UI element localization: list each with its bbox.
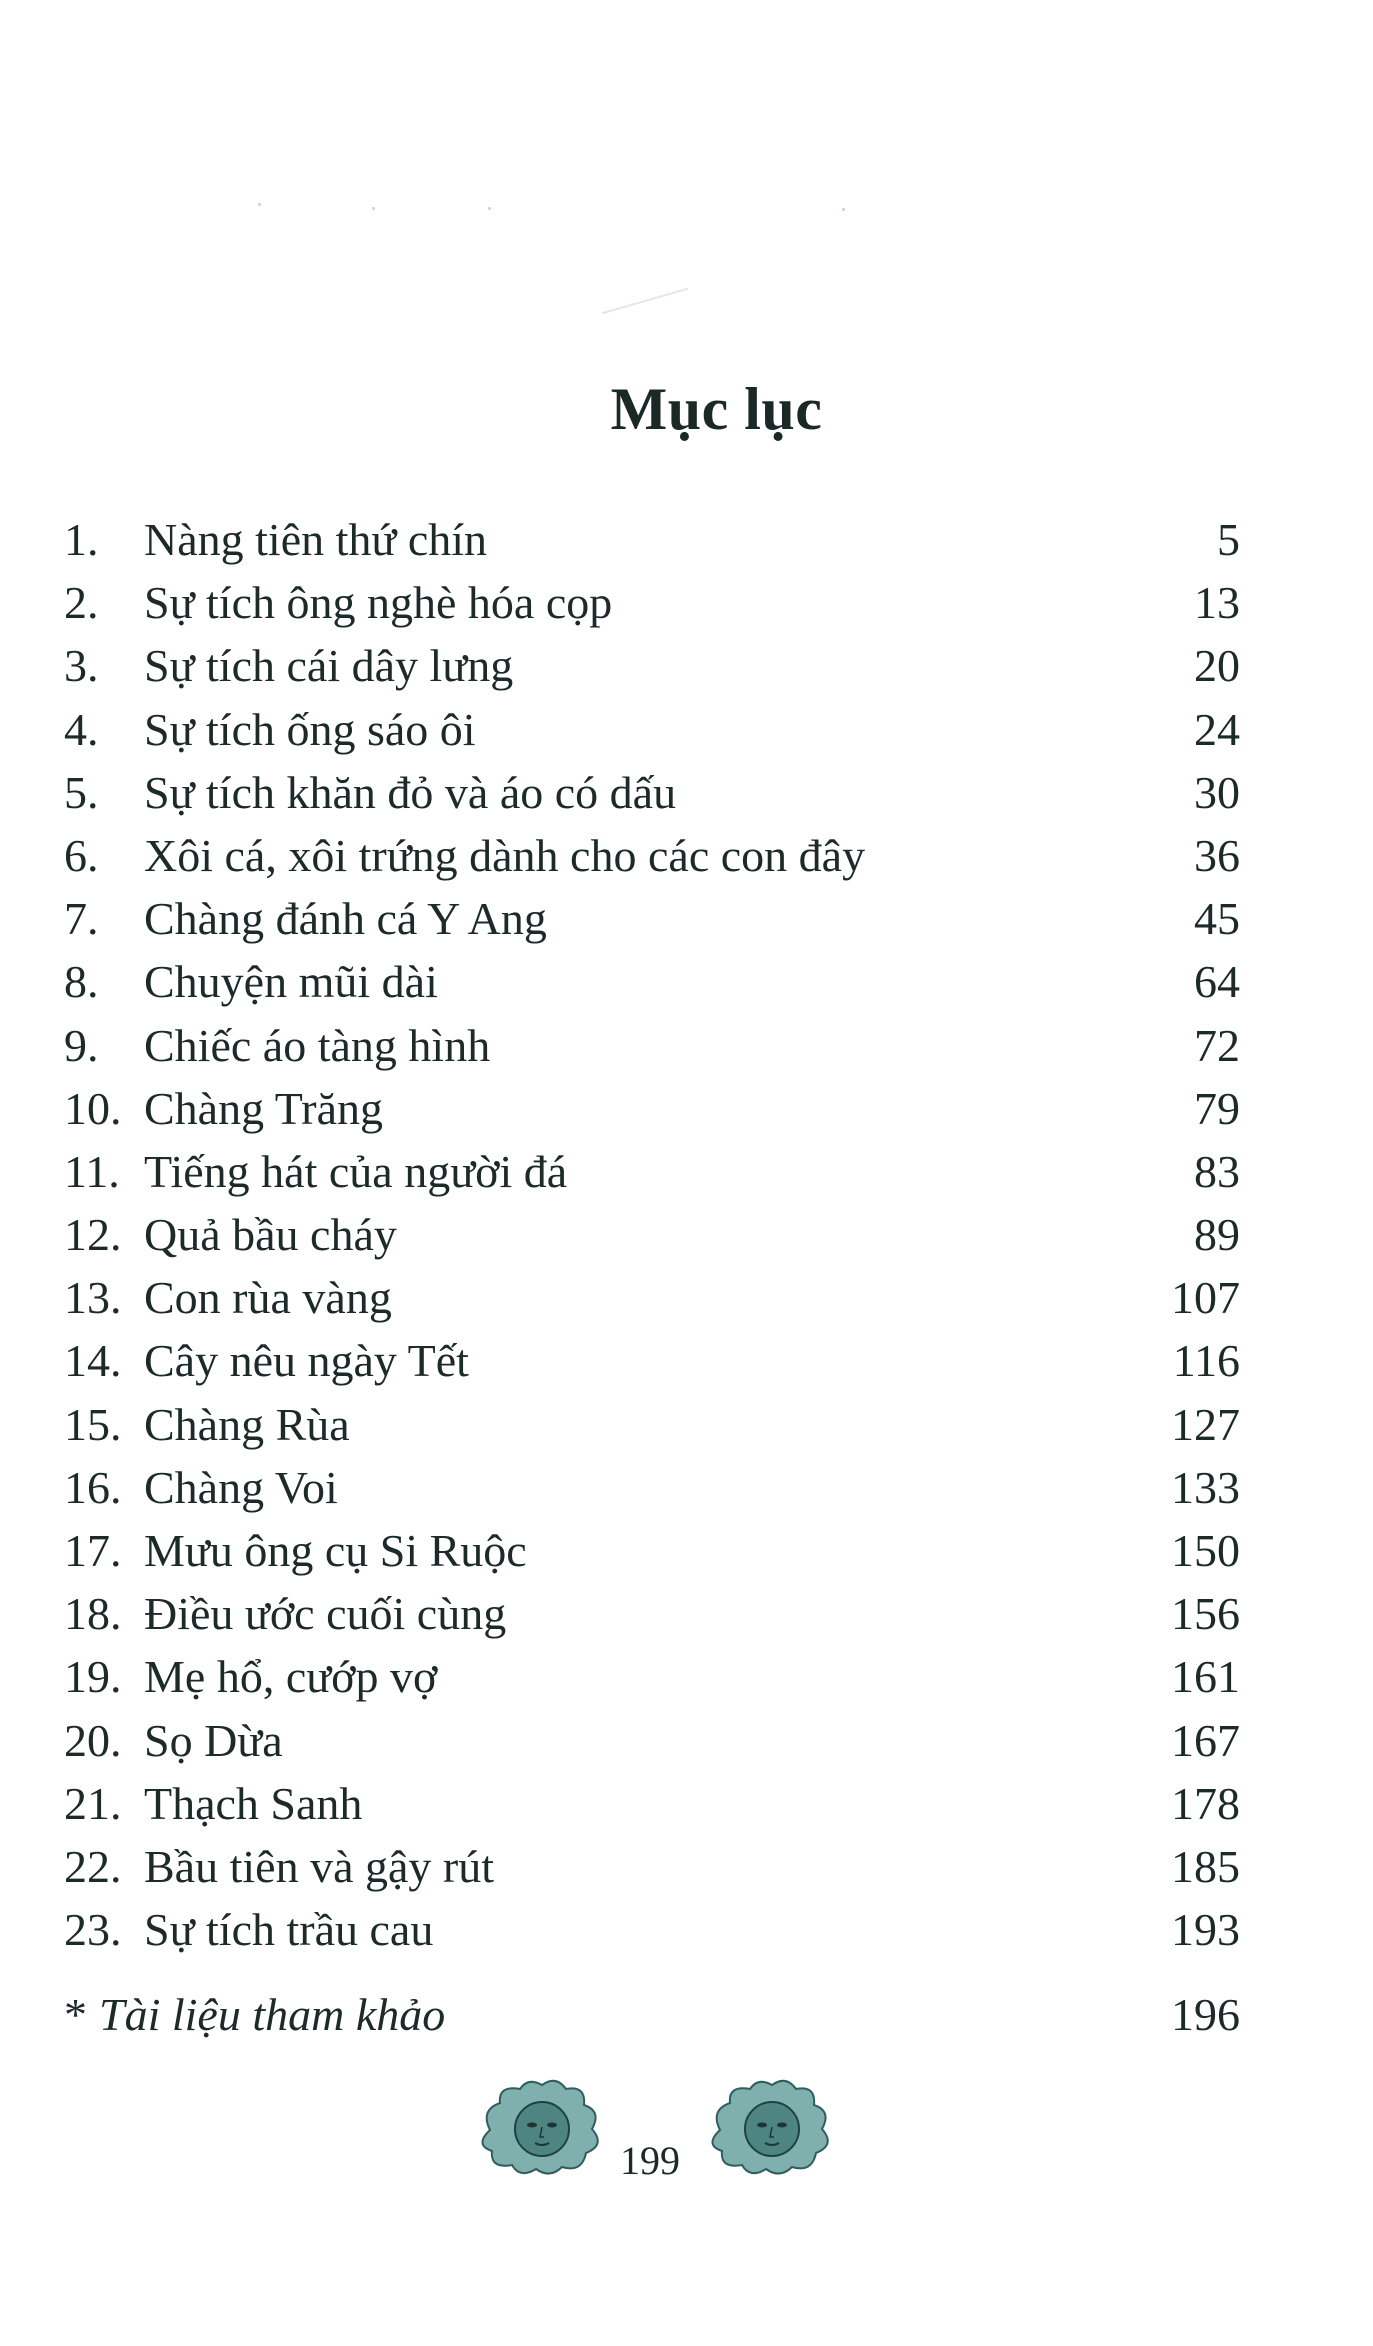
toc-entry[interactable] [64,1329,1240,1392]
toc-entry-title: Chàng Rùa [144,1398,350,1450]
toc-entry-number: 5. [64,766,99,818]
toc-entry-number: 12. [64,1209,122,1261]
page-footer [470,2075,890,2195]
toc-entry-title: Nàng tiên thứ chín [144,514,488,565]
toc-entry-page: 36 [1194,829,1240,881]
scan-speck [488,207,491,210]
toc-entry-number: 19. [64,1651,122,1703]
toc-entry-title: Sự tích khăn đỏ và áo có dấu [144,766,677,818]
toc-entry-number: 7. [64,893,99,945]
toc-entry-page: 24 [1194,703,1240,755]
toc-entry-page: 193 [1171,1904,1240,1956]
toc-entry[interactable] [64,887,1240,950]
toc-entry-title: Sự tích cái dây lưng [144,640,514,692]
toc-entry-page: 20 [1194,640,1240,692]
toc-entry-title: Thạch Sanh [144,1777,363,1829]
toc-entry-title: Quả bầu cháy [144,1209,397,1261]
toc-entry[interactable] [64,1014,1240,1077]
toc-entry[interactable] [64,508,1240,571]
toc-entry-page: 178 [1171,1777,1240,1829]
toc-entry-page: 156 [1171,1588,1240,1640]
page-number: 199 [620,2138,680,2183]
toc-entry-number: 8. [64,956,99,1008]
scan-speck [258,203,261,206]
toc-entry-number: 16. [64,1461,122,1513]
toc-entry-number: 17. [64,1525,122,1576]
toc-entry[interactable] [64,1519,1240,1582]
toc-entry-title: Điều ước cuối cùng [144,1588,507,1640]
toc-entry-title: Cây nêu ngày Tết [144,1335,469,1387]
toc-entry-page: 45 [1194,893,1240,945]
toc-entry[interactable] [64,1772,1240,1835]
toc-entry-page: 133 [1171,1461,1240,1513]
toc-reference-title: Tài liệu tham khảo [99,1989,446,2041]
toc-entry-page: 30 [1194,766,1240,818]
toc-entry[interactable] [64,1898,1240,1961]
toc-entry-title: Sự tích trầu cau [144,1904,434,1956]
sun-face-ornament-icon [700,2075,840,2180]
toc-entry-title: Mưu ông cụ Si Ruộc [144,1525,527,1576]
toc-entry-page: 64 [1194,956,1240,1008]
toc-entry-number: 3. [64,640,99,692]
toc-entry-number: 22. [64,1840,122,1892]
toc-entry-number: 6. [64,829,99,881]
toc-entry[interactable] [64,1266,1240,1329]
toc-entry-page: 83 [1194,1145,1240,1197]
toc-entry-number: 10. [64,1082,122,1134]
toc-entry-number: 11. [64,1145,120,1197]
toc-entry[interactable] [64,1203,1240,1266]
toc-entry-number: 4. [64,703,99,755]
toc-entry-title: Chiếc áo tàng hình [144,1019,491,1071]
toc-entry-page: 89 [1194,1209,1240,1261]
toc-entry-page: 72 [1194,1019,1240,1071]
toc-entry[interactable] [64,634,1240,697]
toc-reference-page: 196 [1171,1989,1240,2041]
toc-entry-title: Chuyện mũi dài [144,956,438,1008]
toc-entry-page: 127 [1171,1398,1240,1450]
page-title: Mục lục [610,376,823,443]
toc-entry[interactable] [64,1393,1240,1456]
toc-entry[interactable] [64,1077,1240,1140]
toc-entry-title: Sự tích ông nghè hóa cọp [144,577,613,629]
toc-entry-title: Xôi cá, xôi trứng dành cho các con đây [144,829,866,881]
toc-entry[interactable] [64,1645,1240,1708]
toc-entry[interactable] [64,1709,1240,1772]
toc-entry[interactable] [64,698,1240,761]
table-of-contents [64,508,1240,2047]
toc-entry[interactable] [64,1140,1240,1203]
scan-speck [601,288,688,315]
toc-entry-number: 1. [64,514,99,565]
toc-entry-page: 150 [1171,1525,1240,1576]
toc-entry-number: 14. [64,1335,122,1387]
toc-reference-entry[interactable] [64,1983,1240,2046]
toc-entry-title: Chàng Trăng [144,1082,383,1134]
toc-entry-page: 79 [1194,1082,1240,1134]
sun-face-ornament-icon [470,2075,610,2180]
toc-entry[interactable] [64,761,1240,824]
scan-speck [842,208,845,211]
toc-entry-number: 23. [64,1904,122,1956]
toc-entry-page: 116 [1172,1335,1240,1387]
toc-entry-title: Chàng Voi [144,1461,338,1513]
toc-entry-page: 161 [1171,1651,1240,1703]
scan-speck [372,207,375,210]
toc-entry-number: 18. [64,1588,122,1640]
toc-entry-title: Tiếng hát của người đá [144,1145,568,1197]
toc-entry-number: 13. [64,1272,122,1324]
toc-entry-page: 13 [1194,577,1240,629]
toc-entry-number: 9. [64,1019,99,1071]
reference-marker: * [64,1989,87,2041]
toc-entry-page: 107 [1171,1272,1240,1324]
toc-entry-number: 2. [64,577,99,629]
toc-entry-title: Chàng đánh cá Y Ang [144,893,547,945]
toc-entry[interactable] [64,1582,1240,1645]
toc-entry-title: Bầu tiên và gậy rút [144,1840,495,1892]
toc-entry-page: 167 [1171,1714,1240,1766]
toc-entry[interactable] [64,950,1240,1013]
toc-entry-title: Sọ Dừa [144,1714,283,1766]
toc-entry-number: 20. [64,1714,122,1766]
toc-entry-page: 185 [1171,1840,1240,1892]
toc-entry-title: Mẹ hổ, cướp vợ [144,1651,438,1703]
toc-entry[interactable] [64,824,1240,887]
toc-entry-title: Sự tích ống sáo ôi [144,703,476,755]
toc-entry-page: 5 [1217,514,1240,565]
toc-entry[interactable] [64,1835,1240,1898]
toc-entry-number: 15. [64,1398,122,1450]
toc-entry[interactable] [64,571,1240,634]
toc-entry-title: Con rùa vàng [144,1272,392,1324]
toc-entry[interactable] [64,1456,1240,1519]
toc-entry-number: 21. [64,1777,122,1829]
